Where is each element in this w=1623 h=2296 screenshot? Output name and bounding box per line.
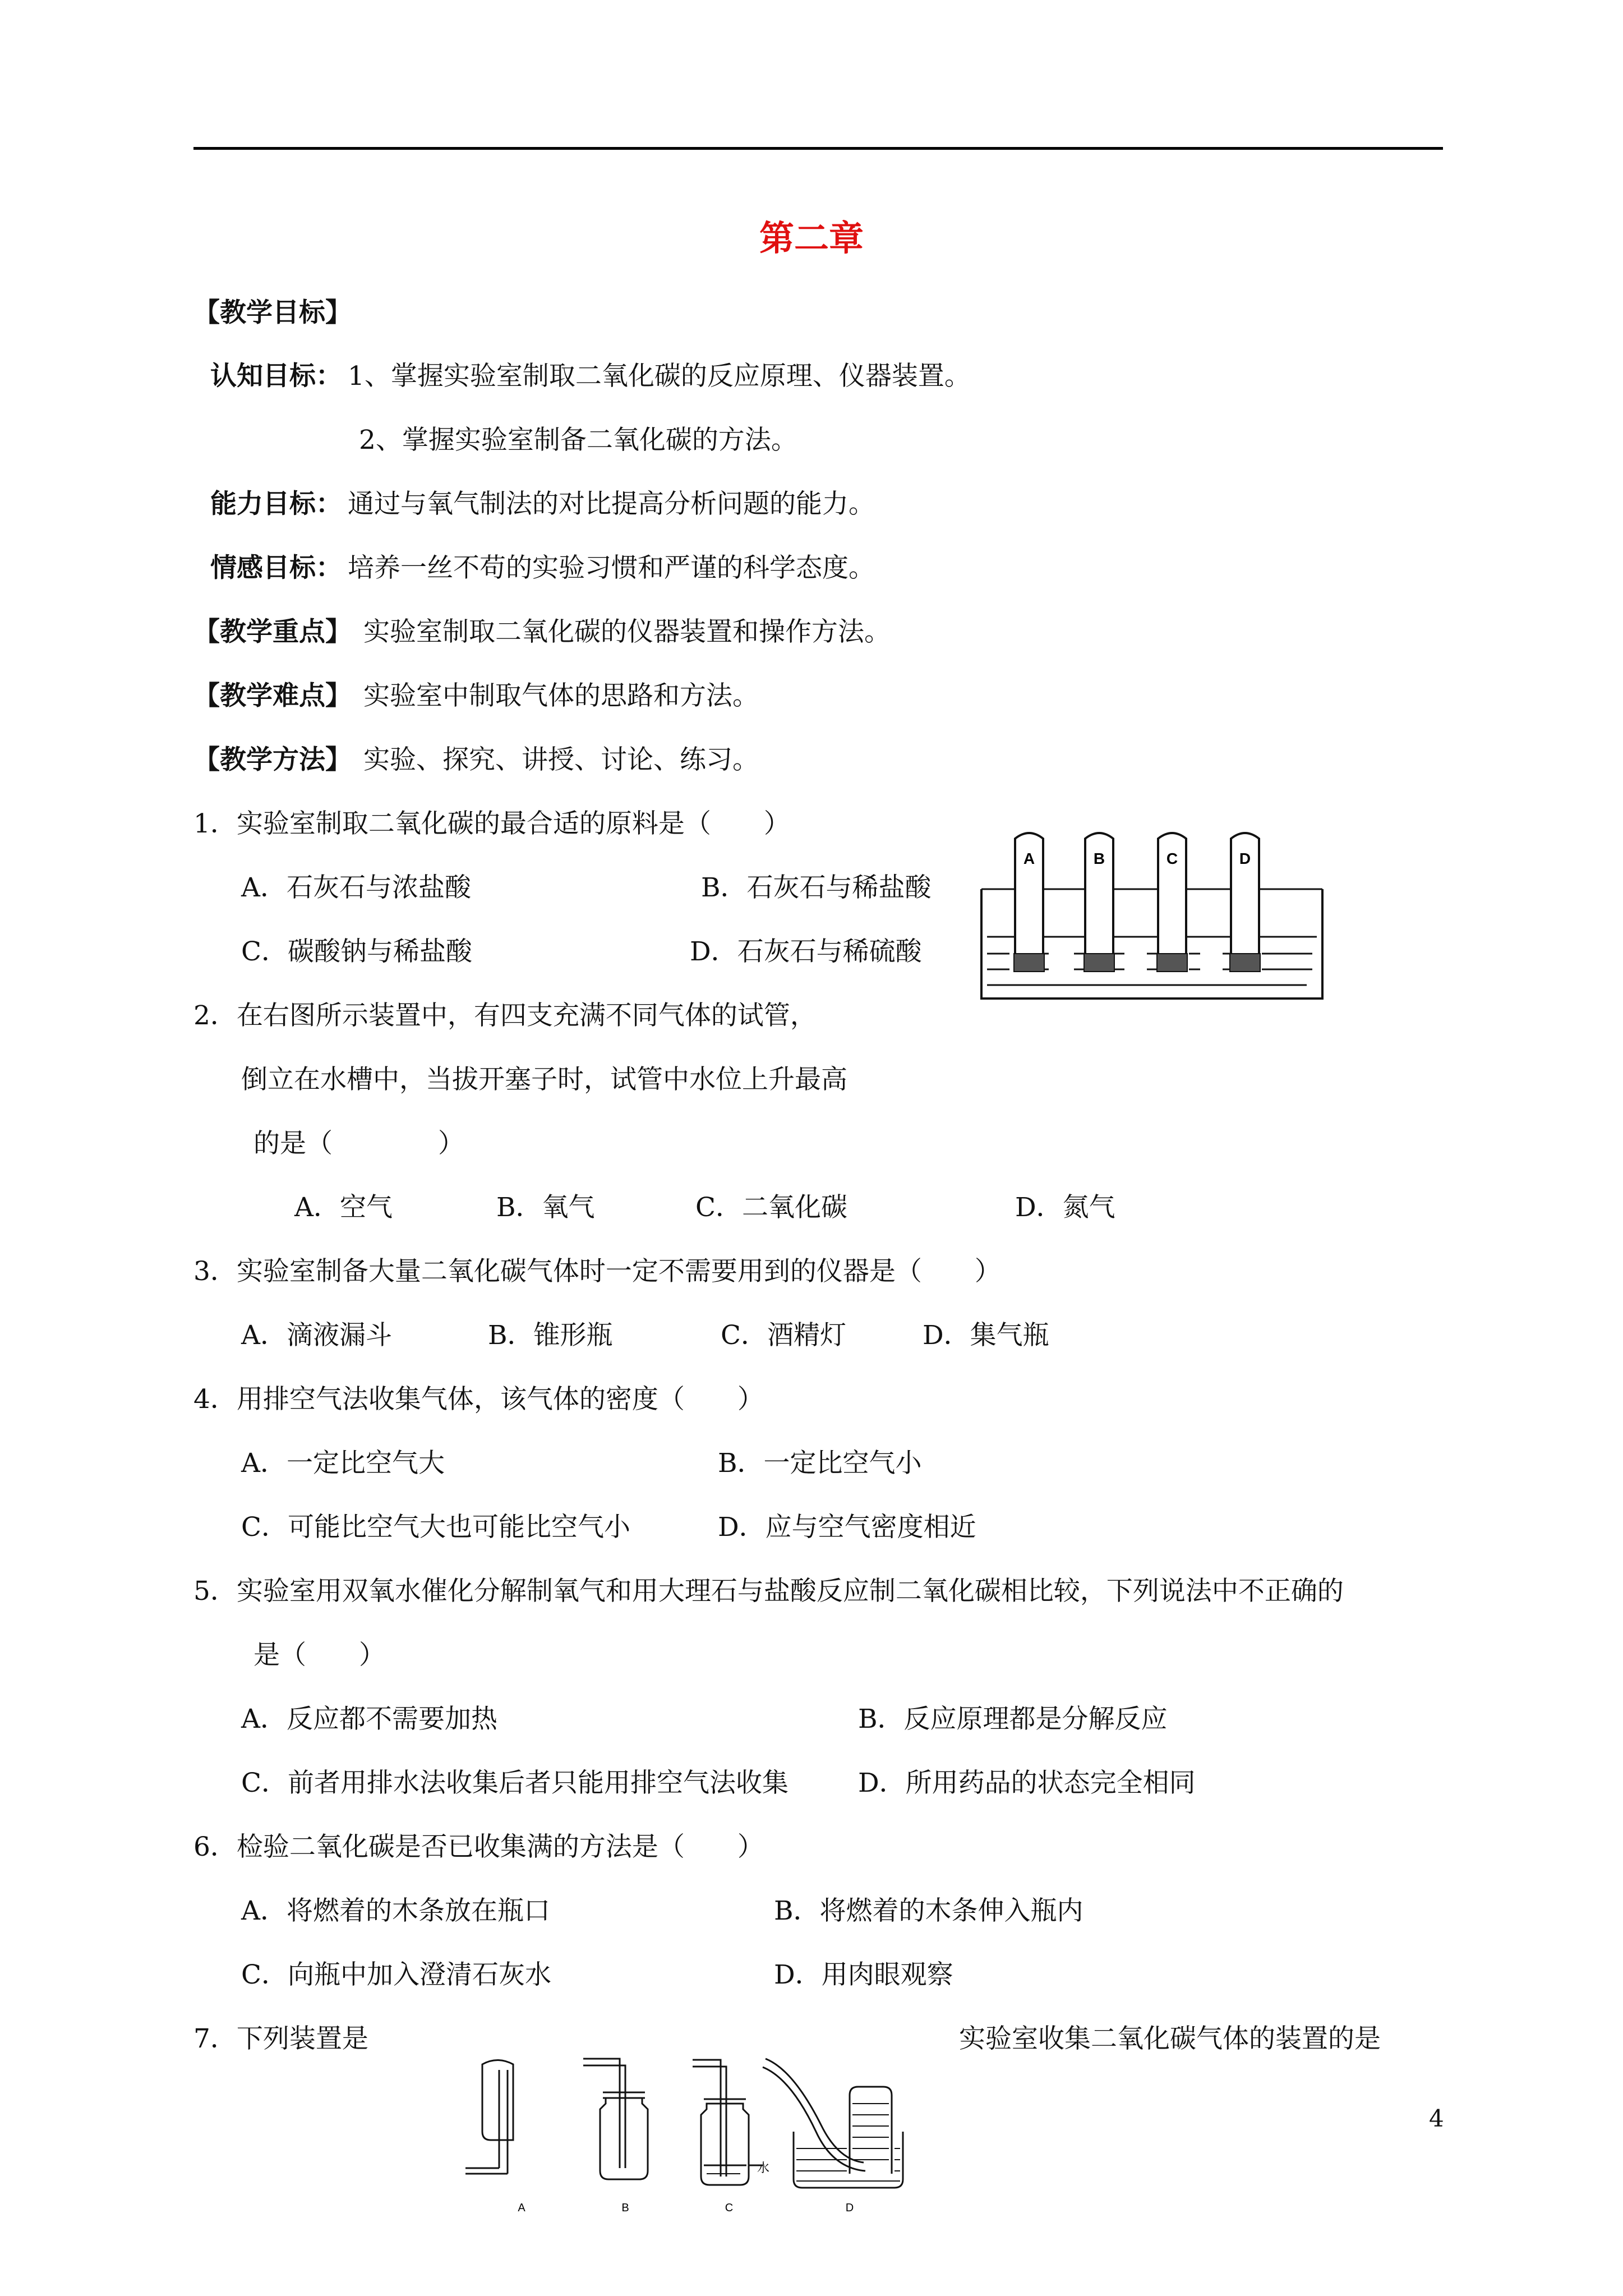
tube-label-b: B — [1093, 850, 1105, 867]
apparatus-figure — [457, 2053, 923, 2221]
q6-option-c: C．向瓶中加入澄清石灰水 — [241, 1959, 551, 1990]
key-text: 实验室制取二氧化碳的仪器装置和操作方法。 — [363, 616, 891, 647]
apparatus-label-d: D — [845, 2202, 854, 2214]
test-tube-figure — [976, 819, 1329, 1004]
q5-stem-1: 5．实验室用双氧水催化分解制氧气和用大理石与盐酸反应制二氧化碳相比较，下列说法中不正确的 — [193, 1576, 1344, 1607]
method-text: 实验、探究、讲授、讨论、练习。 — [363, 744, 759, 775]
page-number: 4 — [1429, 2105, 1444, 2132]
method-label: 【教学方法】 — [193, 744, 352, 775]
cognitive-label: 认知目标： — [210, 361, 342, 392]
q5-option-a: A．反应都不需要加热 — [241, 1704, 497, 1734]
q3-stem: 3．实验室制备大量二氧化碳气体时一定不需要用到的仪器是（ ） — [193, 1256, 1001, 1287]
emotion-label: 情感目标： — [210, 553, 342, 583]
apparatus-label-c: C — [725, 2202, 734, 2214]
q1-stem: 1．实验室制取二氧化碳的最合适的原料是（ ） — [193, 808, 790, 839]
q6-option-a: A．将燃着的木条放在瓶口 — [241, 1895, 550, 1926]
q4-option-b: B．一定比空气小 — [718, 1448, 922, 1479]
q3-option-b: B．锥形瓶 — [488, 1320, 613, 1351]
q7-stem-left: 7．下列装置是 — [193, 2023, 368, 2054]
q2-stem-3: 的是（ ） — [253, 1128, 464, 1159]
q6-stem: 6．检验二氧化碳是否已收集满的方法是（ ） — [193, 1832, 764, 1862]
q2-stem-1: 2．在右图所示装置中，有四支充满不同气体的试管， — [193, 1000, 817, 1031]
q2-option-b: B．氧气 — [496, 1192, 595, 1223]
apparatus-label-a: A — [518, 2202, 525, 2214]
emotion-text: 培养一丝不苟的实验习惯和严谨的科学态度。 — [348, 553, 875, 583]
q4-stem: 4．用排空气法收集气体，该气体的密度（ ） — [193, 1384, 764, 1415]
q1-option-a: A．石灰石与浓盐酸 — [241, 872, 471, 903]
header-rule — [193, 147, 1443, 150]
q1-option-d: D．石灰石与稀硫酸 — [690, 936, 922, 967]
q2-stem-2: 倒立在水槽中，当拔开塞子时，试管中水位上升最高 — [241, 1064, 847, 1095]
q3-option-d: D．集气瓶 — [923, 1320, 1049, 1351]
difficulty-text: 实验室中制取气体的思路和方法。 — [363, 680, 759, 711]
q2-option-c: C．二氧化碳 — [695, 1192, 847, 1223]
q3-option-c: C．酒精灯 — [721, 1320, 846, 1351]
q7-stem-right: 实验室收集二氧化碳气体的装置的是 — [959, 2023, 1381, 2054]
q6-option-b: B．将燃着的木条伸入瓶内 — [774, 1895, 1083, 1926]
q5-option-b: B．反应原理都是分解反应 — [858, 1704, 1168, 1734]
key-label: 【教学重点】 — [193, 616, 352, 647]
objectives-heading: 【教学目标】 — [193, 297, 352, 328]
ability-label: 能力目标： — [210, 489, 342, 519]
q5-option-c: C．前者用排水法收集后者只能用排空气法收集 — [241, 1768, 789, 1798]
q1-option-b: B．石灰石与稀盐酸 — [701, 872, 932, 903]
cognitive-2: 2、掌握实验室制备二氧化碳的方法。 — [359, 425, 797, 455]
q5-option-d: D．所用药品的状态完全相同 — [858, 1768, 1196, 1798]
difficulty-label: 【教学难点】 — [193, 680, 352, 711]
q4-option-a: A．一定比空气大 — [241, 1448, 445, 1479]
q4-option-c: C．可能比空气大也可能比空气小 — [241, 1512, 630, 1543]
q3-option-a: A．滴液漏斗 — [241, 1320, 392, 1351]
chapter-title: 第二章 — [759, 218, 864, 259]
ability-text: 通过与氧气制法的对比提高分析问题的能力。 — [348, 489, 875, 519]
q5-stem-2: 是（ ） — [253, 1640, 385, 1671]
q2-option-d: D．氮气 — [1015, 1192, 1115, 1223]
q6-option-d: D．用肉眼观察 — [774, 1959, 953, 1990]
cognitive-1: 1、掌握实验室制取二氧化碳的反应原理、仪器装置。 — [348, 361, 971, 392]
water-label: 水 — [757, 2161, 770, 2175]
tube-label-c: C — [1166, 850, 1178, 867]
q1-option-c: C．碳酸钠与稀盐酸 — [241, 936, 472, 967]
tube-label-a: A — [1023, 850, 1035, 867]
apparatus-label-b: B — [621, 2202, 629, 2214]
q4-option-d: D．应与空气密度相近 — [718, 1512, 976, 1543]
tube-label-d: D — [1239, 850, 1251, 867]
q2-option-a: A．空气 — [294, 1192, 393, 1223]
